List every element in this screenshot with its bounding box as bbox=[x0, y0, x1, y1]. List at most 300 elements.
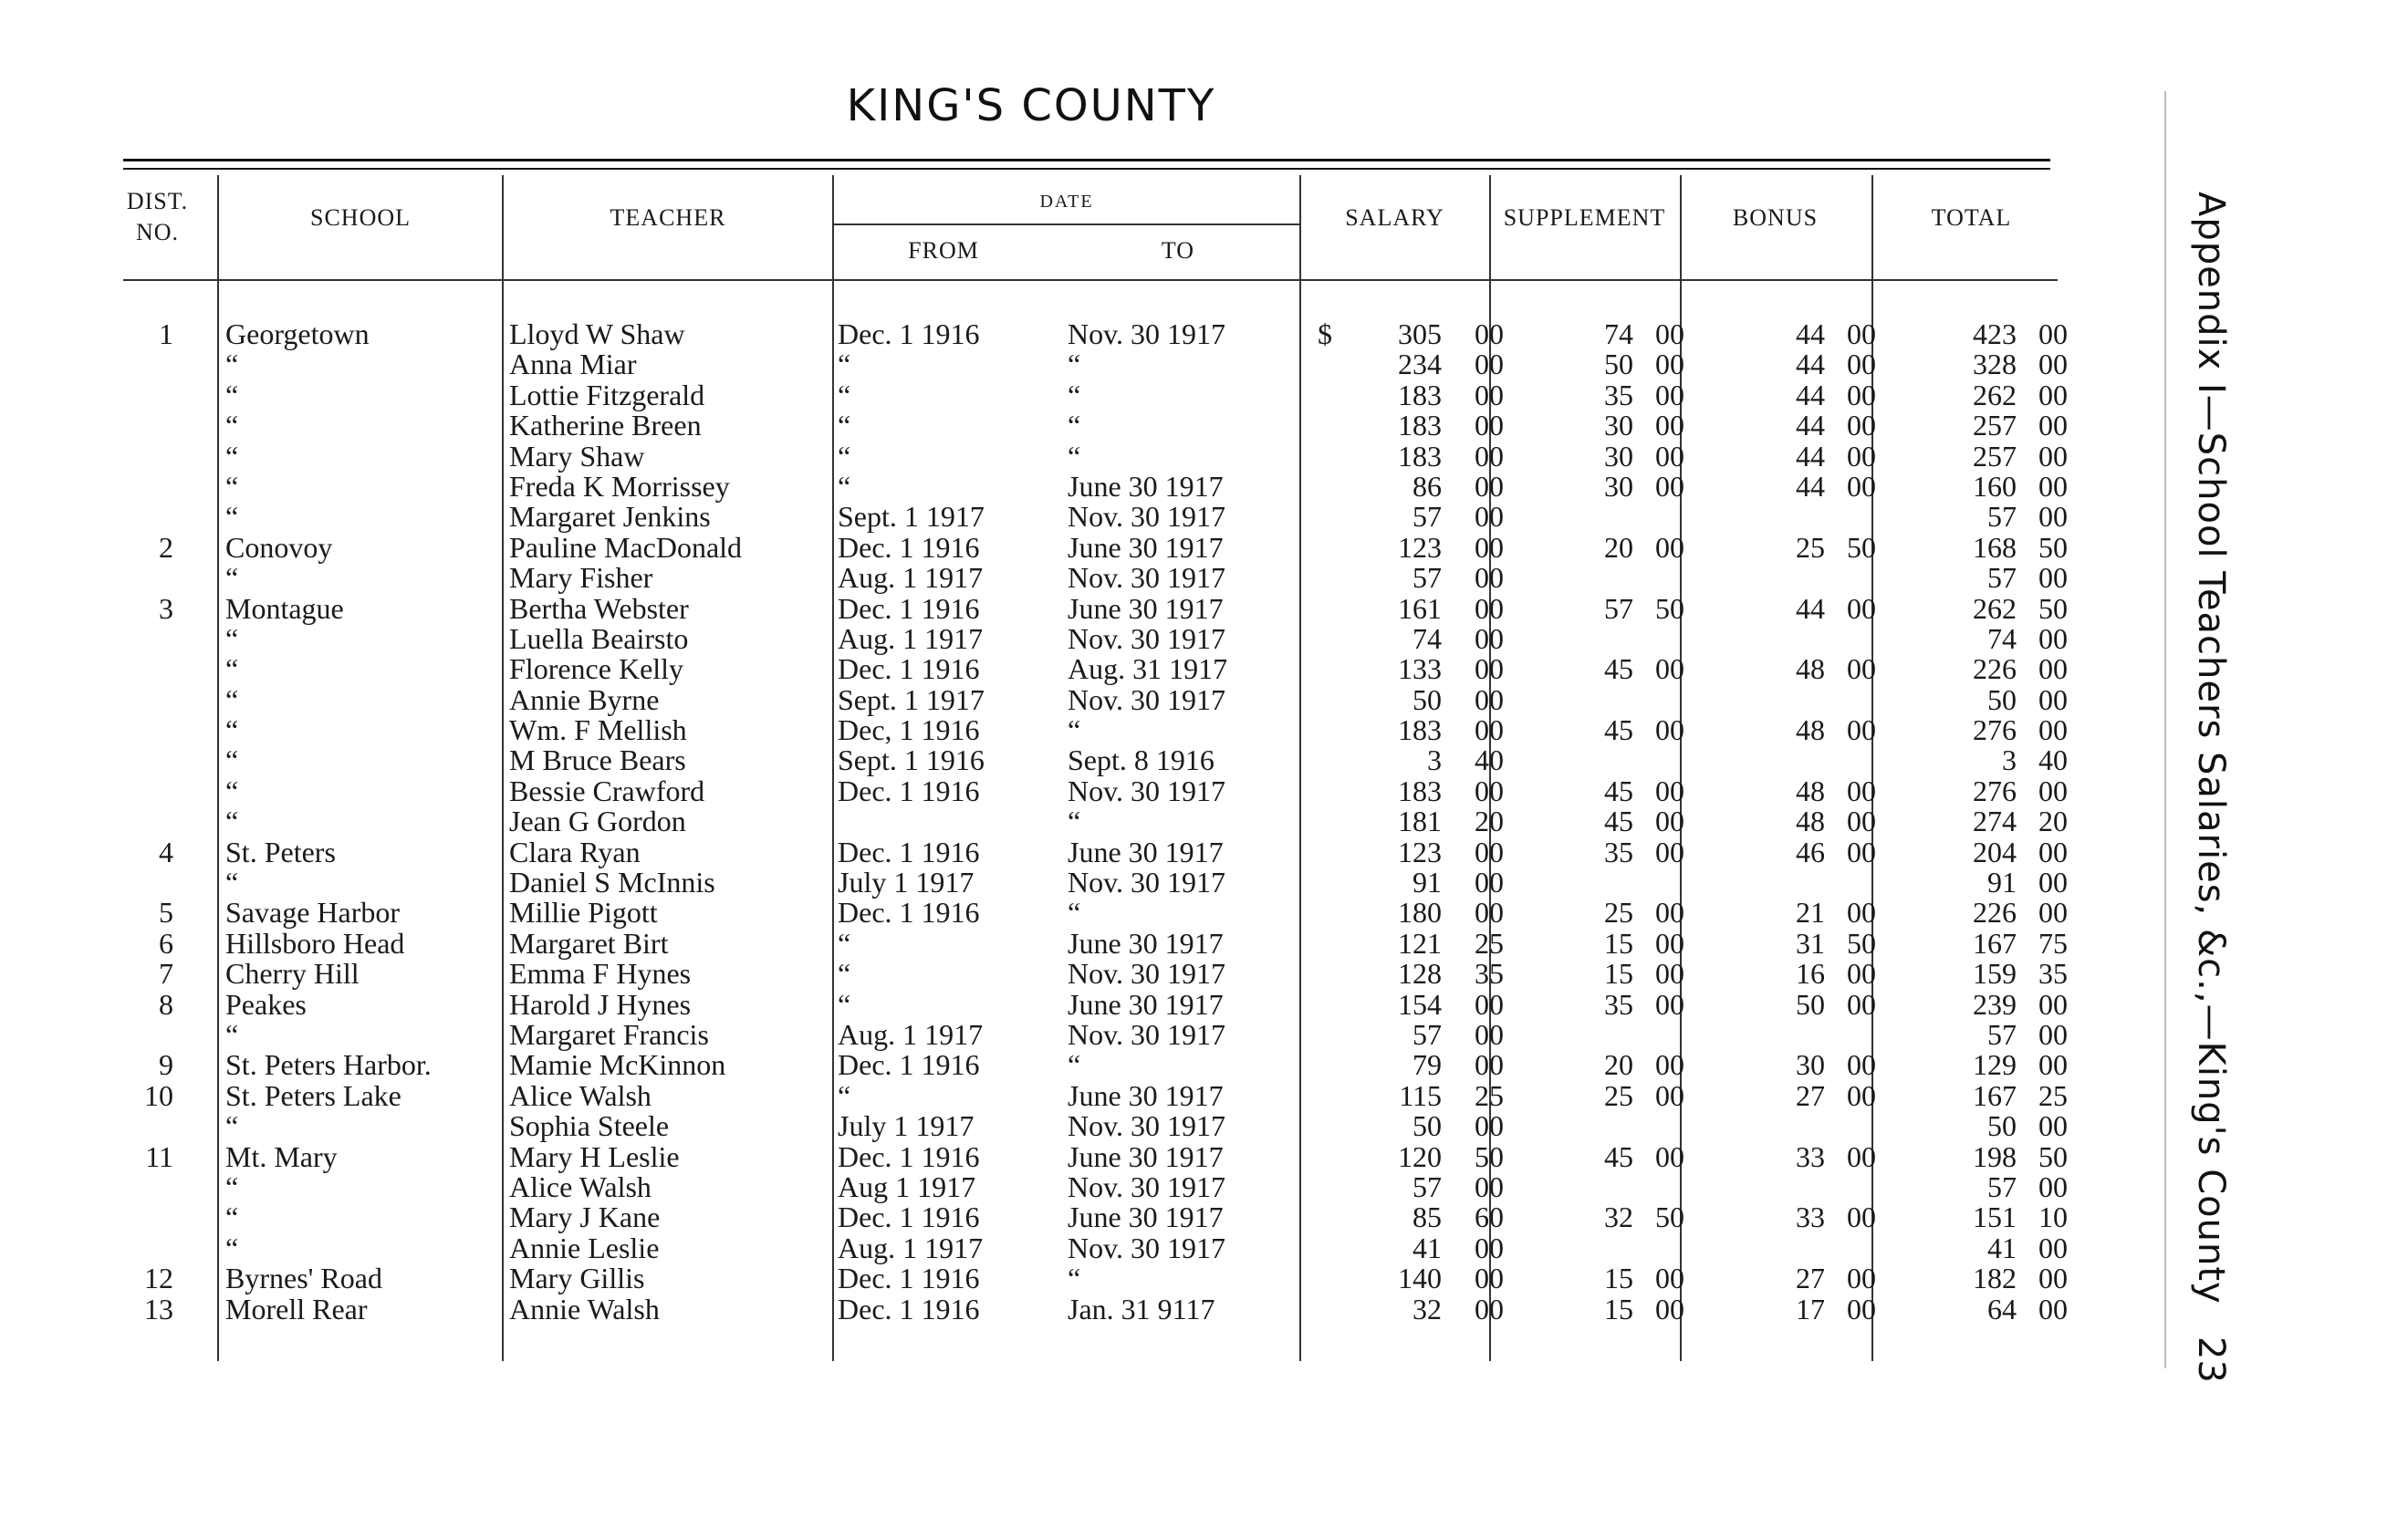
table-row bbox=[0, 1233, 2099, 1263]
cell-total-dollars: 423 bbox=[1973, 317, 2017, 350]
header-salary: SALARY bbox=[1345, 204, 1444, 231]
cell-teacher: Freda K Morrissey bbox=[509, 469, 730, 503]
cell-total-dollars: 57 bbox=[1987, 500, 2017, 534]
cell-salary-dollars: 41 bbox=[1412, 1231, 1442, 1264]
cell-bonus-cents: 00 bbox=[1847, 896, 1876, 930]
cell-supplement-dollars: 15 bbox=[1604, 926, 1633, 960]
cell-salary-cents: 00 bbox=[1475, 378, 1504, 411]
cell-supplement-cents: 00 bbox=[1655, 987, 1684, 1021]
cell-date-from: Dec. 1 1916 bbox=[838, 835, 980, 868]
cell-teacher: Mary H Leslie bbox=[509, 1139, 680, 1173]
cell-bonus-dollars: 21 bbox=[1796, 896, 1825, 930]
cell-teacher: Florence Kelly bbox=[509, 652, 684, 686]
cell-supplement-dollars: 20 bbox=[1604, 1048, 1633, 1082]
cell-total-cents: 75 bbox=[2038, 926, 2068, 960]
cell-total-dollars: 182 bbox=[1973, 1262, 2017, 1295]
cell-bonus-dollars: 30 bbox=[1796, 1048, 1825, 1082]
cell-total-cents: 00 bbox=[2038, 439, 2068, 473]
cell-date-from: “ bbox=[838, 348, 851, 381]
cell-supplement-cents: 00 bbox=[1655, 1292, 1684, 1325]
cell-date-to: “ bbox=[1068, 348, 1081, 381]
cell-total-cents: 00 bbox=[2038, 621, 2068, 655]
cell-supplement-dollars: 50 bbox=[1604, 348, 1633, 381]
cell-total-dollars: 57 bbox=[1987, 1017, 2017, 1051]
cell-salary-cents: 00 bbox=[1475, 896, 1504, 930]
cell-dist: 1 bbox=[159, 317, 173, 350]
cell-school: “ bbox=[225, 652, 239, 686]
cell-date-from: “ bbox=[838, 1078, 851, 1112]
cell-school: “ bbox=[225, 348, 239, 381]
cell-teacher: Harold J Hynes bbox=[509, 987, 692, 1021]
cell-salary-cents: 00 bbox=[1475, 530, 1504, 564]
cell-date-to: June 30 1917 bbox=[1068, 591, 1224, 625]
cell-total-cents: 00 bbox=[2038, 866, 2068, 899]
cell-supplement-dollars: 15 bbox=[1604, 1292, 1633, 1325]
table-row bbox=[0, 959, 2099, 989]
cell-salary-cents: 60 bbox=[1475, 1201, 1504, 1234]
cell-school: Georgetown bbox=[225, 317, 370, 350]
cell-total-dollars: 159 bbox=[1973, 957, 2017, 991]
table-row bbox=[0, 380, 2099, 411]
cell-school: Mt. Mary bbox=[225, 1139, 338, 1173]
cell-teacher: Margaret Jenkins bbox=[509, 500, 711, 534]
cell-supplement-dollars: 45 bbox=[1604, 1139, 1633, 1173]
cell-dist: 5 bbox=[159, 896, 173, 930]
cell-salary-dollars: 121 bbox=[1398, 926, 1442, 960]
table-row bbox=[0, 621, 2099, 655]
cell-school: “ bbox=[225, 1109, 239, 1143]
cell-date-to: “ bbox=[1068, 805, 1081, 838]
cell-teacher: Katherine Breen bbox=[509, 409, 702, 442]
cell-total-cents: 00 bbox=[2038, 652, 2068, 686]
cell-teacher: Sophia Steele bbox=[509, 1109, 670, 1143]
cell-teacher: Lloyd W Shaw bbox=[509, 317, 685, 350]
cell-dist: 11 bbox=[145, 1139, 173, 1173]
cell-total-cents: 00 bbox=[2038, 1017, 2068, 1051]
table-row bbox=[0, 1294, 2099, 1325]
cell-school: “ bbox=[225, 561, 239, 595]
cell-dist: 10 bbox=[144, 1078, 173, 1112]
cell-date-from: Aug. 1 1917 bbox=[838, 561, 984, 595]
cell-bonus-dollars: 48 bbox=[1796, 774, 1825, 807]
cell-date-to: Nov. 30 1917 bbox=[1068, 561, 1226, 595]
cell-salary-dollars: 154 bbox=[1398, 987, 1442, 1021]
cell-date-to: “ bbox=[1068, 1262, 1081, 1295]
cell-salary-dollars: 50 bbox=[1412, 1109, 1442, 1143]
cell-total-dollars: 167 bbox=[1973, 1078, 2017, 1112]
cell-dist: 2 bbox=[159, 530, 173, 564]
cell-total-dollars: 257 bbox=[1973, 439, 2017, 473]
cell-teacher: Alice Walsh bbox=[509, 1169, 652, 1203]
cell-bonus-dollars: 31 bbox=[1796, 926, 1825, 960]
cell-salary-cents: 25 bbox=[1475, 926, 1504, 960]
cell-total-cents: 00 bbox=[2038, 1262, 2068, 1295]
cell-school: Morell Rear bbox=[225, 1292, 368, 1325]
cell-total-dollars: 226 bbox=[1973, 896, 2017, 930]
cell-school: St. Peters Lake bbox=[225, 1078, 401, 1112]
cell-date-from: Dec. 1 1916 bbox=[838, 317, 980, 350]
cell-teacher: Mary Fisher bbox=[509, 561, 653, 595]
cell-total-cents: 00 bbox=[2038, 561, 2068, 595]
cell-teacher: Emma F Hynes bbox=[509, 957, 692, 991]
cell-teacher: Bessie Crawford bbox=[509, 774, 705, 807]
cell-total-cents: 00 bbox=[2038, 1292, 2068, 1325]
cell-supplement-dollars: 45 bbox=[1604, 774, 1633, 807]
cell-total-cents: 00 bbox=[2038, 1048, 2068, 1082]
cell-date-to: Nov. 30 1917 bbox=[1068, 500, 1226, 534]
cell-salary-cents: 00 bbox=[1475, 621, 1504, 655]
header-double-rule-top bbox=[123, 159, 2050, 161]
header-teacher: TEACHER bbox=[610, 204, 726, 231]
cell-supplement-cents: 50 bbox=[1655, 591, 1684, 625]
cell-bonus-dollars: 33 bbox=[1796, 1139, 1825, 1173]
cell-bonus-dollars: 44 bbox=[1796, 469, 1825, 503]
cell-school: “ bbox=[225, 743, 239, 777]
cell-total-dollars: 198 bbox=[1973, 1139, 2017, 1173]
cell-supplement-cents: 00 bbox=[1655, 774, 1684, 807]
cell-supplement-cents: 00 bbox=[1655, 835, 1684, 868]
cell-teacher: Mary Shaw bbox=[509, 439, 645, 473]
cell-date-from: July 1 1917 bbox=[838, 1109, 975, 1143]
cell-date-from: Dec. 1 1916 bbox=[838, 1201, 980, 1234]
cell-supplement-cents: 00 bbox=[1655, 378, 1684, 411]
cell-teacher: Wm. F Mellish bbox=[509, 713, 687, 747]
table-row bbox=[0, 591, 2099, 625]
cell-salary-cents: 00 bbox=[1475, 469, 1504, 503]
cell-date-from: Dec. 1 1916 bbox=[838, 1048, 980, 1082]
cell-school: Conovoy bbox=[225, 530, 333, 564]
cell-bonus-dollars: 44 bbox=[1796, 439, 1825, 473]
table-row bbox=[0, 530, 2099, 564]
cell-school: Montague bbox=[225, 591, 344, 625]
cell-school: “ bbox=[225, 682, 239, 716]
cell-school: Savage Harbor bbox=[225, 896, 401, 930]
cell-date-to: June 30 1917 bbox=[1068, 835, 1224, 868]
cell-school: “ bbox=[225, 378, 239, 411]
cell-bonus-cents: 00 bbox=[1847, 835, 1876, 868]
cell-supplement-cents: 00 bbox=[1655, 805, 1684, 838]
table-row bbox=[0, 411, 2099, 441]
cell-supplement-dollars: 30 bbox=[1604, 469, 1633, 503]
cell-bonus-cents: 00 bbox=[1847, 469, 1876, 503]
cell-salary-cents: 00 bbox=[1475, 1109, 1504, 1143]
cell-school: “ bbox=[225, 409, 239, 442]
cell-salary-cents: 00 bbox=[1475, 1292, 1504, 1325]
cell-date-to: Nov. 30 1917 bbox=[1068, 866, 1226, 899]
cell-total-cents: 00 bbox=[2038, 317, 2068, 350]
cell-date-from: Aug. 1 1917 bbox=[838, 1231, 984, 1264]
cell-bonus-cents: 00 bbox=[1847, 987, 1876, 1021]
cell-supplement-cents: 00 bbox=[1655, 652, 1684, 686]
cell-total-dollars: 64 bbox=[1987, 1292, 2017, 1325]
cell-supplement-dollars: 32 bbox=[1604, 1201, 1633, 1234]
cell-bonus-cents: 00 bbox=[1847, 348, 1876, 381]
cell-date-to: “ bbox=[1068, 713, 1081, 747]
cell-school: “ bbox=[225, 1169, 239, 1203]
cell-total-cents: 50 bbox=[2038, 591, 2068, 625]
cell-total-dollars: 41 bbox=[1987, 1231, 2017, 1264]
cell-total-cents: 20 bbox=[2038, 805, 2068, 838]
cell-school: “ bbox=[225, 1231, 239, 1264]
cell-teacher: Annie Leslie bbox=[509, 1231, 660, 1264]
cell-date-to: June 30 1917 bbox=[1068, 1078, 1224, 1112]
cell-supplement-dollars: 20 bbox=[1604, 530, 1633, 564]
cell-dist: 7 bbox=[159, 957, 173, 991]
cell-date-to: June 30 1917 bbox=[1068, 926, 1224, 960]
cell-bonus-cents: 00 bbox=[1847, 317, 1876, 350]
cell-salary-dollars: 86 bbox=[1412, 469, 1442, 503]
cell-teacher: Annie Byrne bbox=[509, 682, 660, 716]
cell-teacher: Daniel S McInnis bbox=[509, 866, 715, 899]
cell-supplement-cents: 00 bbox=[1655, 896, 1684, 930]
cell-total-dollars: 91 bbox=[1987, 866, 2017, 899]
table-row bbox=[0, 654, 2099, 684]
cell-total-cents: 00 bbox=[2038, 1169, 2068, 1203]
cell-salary-dollars: 91 bbox=[1412, 866, 1442, 899]
cell-total-cents: 25 bbox=[2038, 1078, 2068, 1112]
cell-salary-cents: 50 bbox=[1475, 1139, 1504, 1173]
table-row bbox=[0, 469, 2099, 503]
cell-salary-dollars: 115 bbox=[1399, 1078, 1442, 1112]
table-row bbox=[0, 1202, 2099, 1232]
cell-date-to: Sept. 8 1916 bbox=[1068, 743, 1214, 777]
cell-bonus-cents: 50 bbox=[1847, 926, 1876, 960]
cell-salary-cents: 00 bbox=[1475, 409, 1504, 442]
cell-school: “ bbox=[225, 805, 239, 838]
cell-date-from: “ bbox=[838, 926, 851, 960]
cell-school: Hillsboro Head bbox=[225, 926, 405, 960]
cell-supplement-dollars: 45 bbox=[1604, 805, 1633, 838]
cell-supplement-cents: 00 bbox=[1655, 317, 1684, 350]
cell-total-dollars: 328 bbox=[1973, 348, 2017, 381]
header-date: DATE bbox=[1039, 192, 1094, 212]
cell-supplement-dollars: 25 bbox=[1604, 1078, 1633, 1112]
cell-bonus-cents: 00 bbox=[1847, 1262, 1876, 1295]
cell-salary-dollars: 123 bbox=[1398, 835, 1442, 868]
cell-salary-cents: 00 bbox=[1475, 987, 1504, 1021]
cell-salary-dollars: 74 bbox=[1412, 621, 1442, 655]
cell-salary-dollars: 50 bbox=[1412, 682, 1442, 716]
cell-dist: 13 bbox=[144, 1292, 173, 1325]
cell-date-to: June 30 1917 bbox=[1068, 530, 1224, 564]
cell-supplement-cents: 00 bbox=[1655, 1048, 1684, 1082]
cell-salary-cents: 40 bbox=[1475, 743, 1504, 777]
cell-school: “ bbox=[225, 621, 239, 655]
cell-date-from: “ bbox=[838, 439, 851, 473]
header-bonus: BONUS bbox=[1732, 204, 1819, 231]
cell-salary-dollars: 183 bbox=[1398, 378, 1442, 411]
cell-salary-dollars: 57 bbox=[1412, 1169, 1442, 1203]
cell-total-cents: 00 bbox=[2038, 409, 2068, 442]
cell-bonus-cents: 50 bbox=[1847, 530, 1876, 564]
cell-total-dollars: 129 bbox=[1973, 1048, 2017, 1082]
cell-total-dollars: 50 bbox=[1987, 1109, 2017, 1143]
cell-bonus-cents: 00 bbox=[1847, 1201, 1876, 1234]
cell-date-to: Nov. 30 1917 bbox=[1068, 774, 1226, 807]
cell-total-cents: 00 bbox=[2038, 987, 2068, 1021]
cell-bonus-dollars: 48 bbox=[1796, 652, 1825, 686]
header-dist-line1: DIST. bbox=[126, 188, 189, 214]
page-title: KING'S COUNTY bbox=[846, 80, 1216, 131]
dollar-sign: $ bbox=[1318, 317, 1332, 350]
cell-supplement-cents: 00 bbox=[1655, 1262, 1684, 1295]
page-number: 23 bbox=[2190, 1336, 2232, 1383]
cell-teacher: Millie Pigott bbox=[509, 896, 658, 930]
cell-total-dollars: 262 bbox=[1973, 378, 2017, 411]
cell-date-to: Nov. 30 1917 bbox=[1068, 957, 1226, 991]
table-row bbox=[0, 868, 2099, 898]
cell-supplement-dollars: 45 bbox=[1604, 652, 1633, 686]
cell-date-from: “ bbox=[838, 378, 851, 411]
cell-total-dollars: 262 bbox=[1973, 591, 2017, 625]
cell-dist: 3 bbox=[159, 591, 173, 625]
cell-salary-cents: 00 bbox=[1475, 774, 1504, 807]
cell-total-cents: 00 bbox=[2038, 500, 2068, 534]
table-row bbox=[0, 349, 2099, 379]
cell-supplement-dollars: 35 bbox=[1604, 835, 1633, 868]
cell-bonus-dollars: 25 bbox=[1796, 530, 1825, 564]
cell-salary-cents: 00 bbox=[1475, 561, 1504, 595]
cell-bonus-dollars: 44 bbox=[1796, 591, 1825, 625]
cell-supplement-dollars: 35 bbox=[1604, 987, 1633, 1021]
cell-school: Byrnes' Road bbox=[225, 1262, 382, 1295]
cell-supplement-dollars: 30 bbox=[1604, 409, 1633, 442]
cell-salary-cents: 00 bbox=[1475, 835, 1504, 868]
cell-date-from: Dec. 1 1916 bbox=[838, 1262, 980, 1295]
cell-total-dollars: 276 bbox=[1973, 713, 2017, 747]
cell-teacher: M Bruce Bears bbox=[509, 743, 686, 777]
cell-date-to: Aug. 31 1917 bbox=[1068, 652, 1228, 686]
cell-salary-cents: 00 bbox=[1475, 1048, 1504, 1082]
cell-supplement-dollars: 15 bbox=[1604, 957, 1633, 991]
cell-supplement-dollars: 30 bbox=[1604, 439, 1633, 473]
cell-school: “ bbox=[225, 713, 239, 747]
cell-school: “ bbox=[225, 469, 239, 503]
cell-teacher: Margaret Francis bbox=[509, 1017, 709, 1051]
cell-total-cents: 00 bbox=[2038, 713, 2068, 747]
cell-bonus-dollars: 48 bbox=[1796, 805, 1825, 838]
cell-date-to: “ bbox=[1068, 409, 1081, 442]
table-row bbox=[0, 502, 2099, 532]
cell-date-from: Dec. 1 1916 bbox=[838, 774, 980, 807]
cell-total-cents: 00 bbox=[2038, 774, 2068, 807]
cell-salary-cents: 00 bbox=[1475, 1231, 1504, 1264]
cell-teacher: Jean G Gordon bbox=[509, 805, 686, 838]
table-row bbox=[0, 439, 2099, 473]
cell-date-from: Aug. 1 1917 bbox=[838, 1017, 984, 1051]
cell-bonus-dollars: 50 bbox=[1796, 987, 1825, 1021]
cell-date-to: Nov. 30 1917 bbox=[1068, 1109, 1226, 1143]
cell-total-cents: 10 bbox=[2038, 1201, 2068, 1234]
cell-date-to: “ bbox=[1068, 896, 1081, 930]
cell-total-cents: 50 bbox=[2038, 530, 2068, 564]
cell-salary-dollars: 120 bbox=[1398, 1139, 1442, 1173]
cell-salary-cents: 25 bbox=[1475, 1078, 1504, 1112]
cell-bonus-dollars: 44 bbox=[1796, 378, 1825, 411]
cell-bonus-cents: 00 bbox=[1847, 805, 1876, 838]
table-row bbox=[0, 715, 2099, 745]
cell-salary-dollars: 57 bbox=[1412, 500, 1442, 534]
cell-bonus-dollars: 48 bbox=[1796, 713, 1825, 747]
cell-date-from: Dec. 1 1916 bbox=[838, 1139, 980, 1173]
cell-salary-dollars: 79 bbox=[1412, 1048, 1442, 1082]
table-row bbox=[0, 1111, 2099, 1141]
cell-date-from: Dec. 1 1916 bbox=[838, 591, 980, 625]
cell-supplement-cents: 00 bbox=[1655, 469, 1684, 503]
cell-supplement-dollars: 25 bbox=[1604, 896, 1633, 930]
cell-date-to: June 30 1917 bbox=[1068, 987, 1224, 1021]
cell-date-to: Jan. 31 9117 bbox=[1068, 1292, 1215, 1325]
table-row bbox=[0, 1050, 2099, 1080]
cell-salary-cents: 00 bbox=[1475, 682, 1504, 716]
cell-total-dollars: 274 bbox=[1973, 805, 2017, 838]
cell-total-dollars: 57 bbox=[1987, 1169, 2017, 1203]
cell-total-cents: 00 bbox=[2038, 896, 2068, 930]
cell-salary-cents: 00 bbox=[1475, 439, 1504, 473]
cell-bonus-cents: 00 bbox=[1847, 713, 1876, 747]
cell-total-cents: 00 bbox=[2038, 1109, 2068, 1143]
cell-bonus-cents: 00 bbox=[1847, 1139, 1876, 1173]
cell-total-dollars: 276 bbox=[1973, 774, 2017, 807]
cell-supplement-dollars: 74 bbox=[1604, 317, 1633, 350]
cell-bonus-dollars: 44 bbox=[1796, 317, 1825, 350]
cell-teacher: Mamie McKinnon bbox=[509, 1048, 726, 1082]
date-header-rule bbox=[834, 223, 1299, 225]
cell-supplement-dollars: 15 bbox=[1604, 1262, 1633, 1295]
cell-date-from: Sept. 1 1916 bbox=[838, 743, 985, 777]
cell-salary-dollars: 57 bbox=[1412, 1017, 1442, 1051]
table-row bbox=[0, 776, 2099, 806]
table-row bbox=[0, 806, 2099, 837]
cell-date-to: Nov. 30 1917 bbox=[1068, 1017, 1226, 1051]
cell-date-to: “ bbox=[1068, 1048, 1081, 1082]
cell-salary-dollars: 133 bbox=[1398, 652, 1442, 686]
cell-date-from: Sept. 1 1917 bbox=[838, 500, 985, 534]
cell-salary-cents: 20 bbox=[1475, 805, 1504, 838]
cell-total-dollars: 257 bbox=[1973, 409, 2017, 442]
cell-bonus-cents: 00 bbox=[1847, 1048, 1876, 1082]
cell-date-from: “ bbox=[838, 409, 851, 442]
cell-bonus-cents: 00 bbox=[1847, 409, 1876, 442]
cell-date-from: Dec. 1 1916 bbox=[838, 530, 980, 564]
cell-date-to: June 30 1917 bbox=[1068, 1139, 1224, 1173]
cell-salary-cents: 00 bbox=[1475, 652, 1504, 686]
cell-salary-dollars: 3 bbox=[1427, 743, 1442, 777]
cell-total-cents: 40 bbox=[2038, 743, 2068, 777]
cell-school: Peakes bbox=[225, 987, 307, 1021]
cell-total-cents: 00 bbox=[2038, 682, 2068, 716]
cell-bonus-cents: 00 bbox=[1847, 774, 1876, 807]
cell-total-dollars: 160 bbox=[1973, 469, 2017, 503]
table-row bbox=[0, 1169, 2099, 1203]
cell-total-cents: 35 bbox=[2038, 957, 2068, 991]
side-caption: Appendix I—School Teachers Salaries, &c.,—King's County bbox=[2190, 192, 2232, 1305]
cell-bonus-cents: 00 bbox=[1847, 957, 1876, 991]
cell-total-cents: 00 bbox=[2038, 348, 2068, 381]
cell-dist: 9 bbox=[159, 1048, 173, 1082]
cell-school: “ bbox=[225, 1017, 239, 1051]
cell-salary-dollars: 32 bbox=[1412, 1292, 1442, 1325]
cell-salary-dollars: 57 bbox=[1412, 561, 1442, 595]
cell-school: St. Peters bbox=[225, 835, 336, 868]
cell-teacher: Mary J Kane bbox=[509, 1201, 661, 1234]
cell-date-from: “ bbox=[838, 469, 851, 503]
header-dist bbox=[119, 186, 196, 248]
cell-supplement-cents: 00 bbox=[1655, 713, 1684, 747]
salary-table-body bbox=[0, 319, 2099, 1325]
cell-bonus-cents: 00 bbox=[1847, 652, 1876, 686]
cell-bonus-dollars: 17 bbox=[1796, 1292, 1825, 1325]
